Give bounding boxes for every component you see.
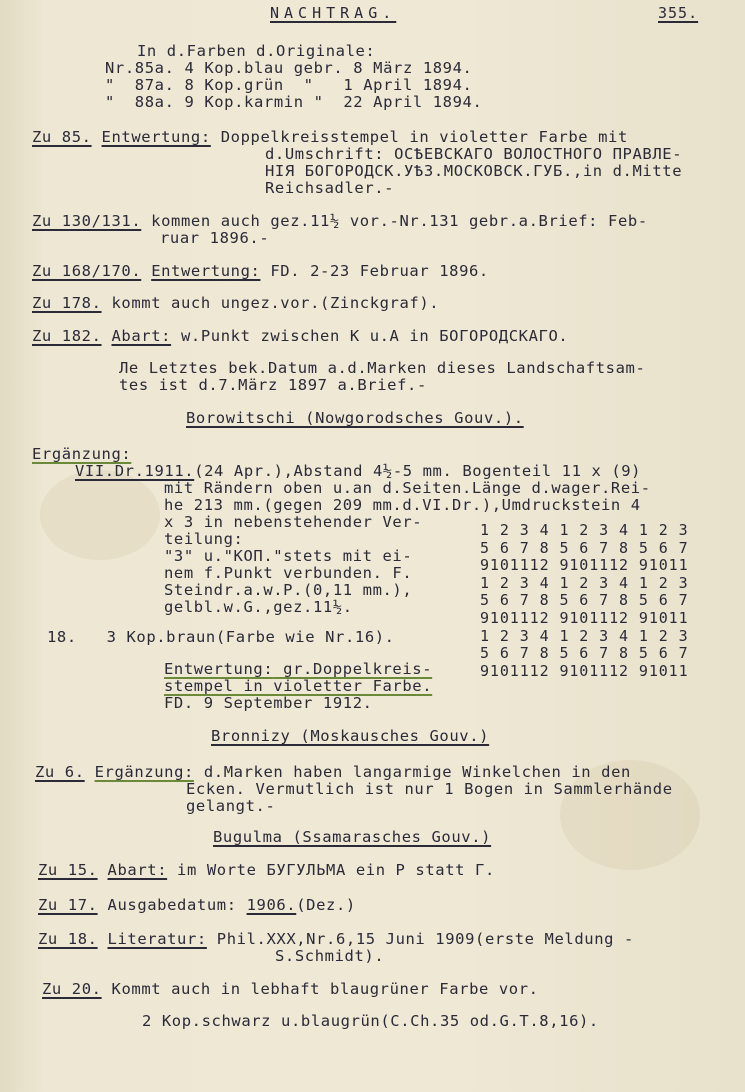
section-heading-borowitschi: Borowitschi (Nowgorodsches Gouv.). bbox=[186, 409, 524, 427]
grid-row: 9101112 9101112 91011 bbox=[480, 556, 689, 575]
entry-85-text-1: Doppelkreisstempel in violetter Farbe mit bbox=[210, 128, 628, 146]
entry-130-line-1 bbox=[32, 212, 648, 230]
colors-line-2: Nr.85a. 4 Kop.blau gebr. 8 März 1894. bbox=[105, 59, 473, 77]
entry-130-ref: Zu 130/131. bbox=[32, 212, 142, 230]
entry-182-text-1: w.Punkt zwischen K u.A in БОГОРОДСКАГО. bbox=[171, 327, 569, 345]
entry-85-line-4: Reichsadler.- bbox=[265, 179, 395, 197]
grid-row: 1 2 3 4 1 2 3 4 1 2 3 bbox=[480, 626, 689, 645]
colors-line-3: " 87a. 8 Kop.grün " 1 April 1894. bbox=[105, 76, 473, 94]
entry-130-text-1: kommen auch gez.11½ vor.-Nr.131 gebr.a.Brief: Feb- bbox=[141, 212, 648, 230]
entry-168-ref: Zu 168/170. bbox=[32, 262, 142, 280]
borowitschi-entwertung-text-2: stempel in violetter Farbe. bbox=[164, 677, 433, 695]
bugulma-zu-15-ref: Zu 15. bbox=[38, 861, 98, 879]
entry-178-text: kommt auch ungez.vor.(Zinckgraf). bbox=[101, 294, 440, 312]
bugulma-zu-17 bbox=[38, 896, 356, 914]
borowitschi-line-9: gelbl.w.G.,gez.11½. bbox=[164, 598, 353, 616]
bugulma-final-line: 2 Kop.schwarz u.blaugrün(C.Ch.35 od.G.T.8,16). bbox=[142, 1012, 599, 1030]
entry-182-label: Abart: bbox=[111, 327, 172, 345]
borowitschi-item-18: 18. 3 Kop.braun(Farbe wie Nr.16). bbox=[47, 628, 395, 646]
entry-168-line-1 bbox=[32, 262, 489, 280]
entry-85-line-3: НІЯ БОГОРОДСК.УѢЗ.МОСКОВСК.ГУБ.,in d.Mitte bbox=[265, 162, 683, 180]
entry-168-text: FD. 2-23 Februar 1896. bbox=[260, 262, 489, 280]
bugulma-zu-18-line-1 bbox=[38, 930, 634, 948]
bugulma-zu-18-ref: Zu 18. bbox=[38, 930, 98, 948]
bugulma-zu-15-label: Abart: bbox=[107, 861, 168, 879]
bugulma-zu-20-ref: Zu 20. bbox=[42, 980, 102, 998]
entry-85-line-2: d.Umschrift: ОСѢЕВСКАГО ВОЛОСТНОГО ПРАВЛЕ- bbox=[265, 145, 683, 163]
grid-row: 5 6 7 8 5 6 7 8 5 6 7 bbox=[480, 591, 689, 610]
entry-182-line-2: Ле Letztes bek.Datum a.d.Marken dieses Landschaftsam- bbox=[119, 359, 646, 377]
borowitschi-line-7: nem f.Punkt verbunden. F. bbox=[164, 564, 413, 582]
entry-182-ref: Zu 182. bbox=[32, 327, 102, 345]
bronnizy-line-1 bbox=[35, 763, 631, 781]
colors-line-4: " 88a. 9 Kop.karmin " 22 April 1894. bbox=[105, 93, 483, 111]
borowitschi-line-3: he 213 mm.(gegen 209 mm.d.VI.Dr.),Umdruckstein 4 bbox=[164, 496, 641, 514]
bronnizy-ref: Zu 6. bbox=[35, 763, 85, 781]
bugulma-zu-20-text: Kommt auch in lebhaft blaugrüner Farbe vor. bbox=[101, 980, 539, 998]
bugulma-zu-18-text-1: Phil.XXX,Nr.6,15 Juni 1909(erste Meldung - bbox=[206, 930, 634, 948]
bronnizy-line-2: Ecken. Vermutlich ist nur 1 Bogen in Sammlerhände bbox=[186, 780, 673, 798]
bugulma-zu-18-line-2: S.Schmidt). bbox=[275, 947, 385, 965]
borowitschi-line-5: teilung: bbox=[164, 530, 244, 548]
grid-row: 5 6 7 8 5 6 7 8 5 6 7 bbox=[480, 538, 689, 557]
paper-stain bbox=[40, 470, 160, 560]
borowitschi-vii-ref: VII.Dr.1911. bbox=[75, 462, 195, 480]
bugulma-zu-17-year: 1906. bbox=[246, 896, 297, 914]
colors-line-1: In d.Farben d.Originale: bbox=[137, 42, 376, 60]
borowitschi-line-8: Steindr.a.w.P.(0,11 mm.), bbox=[164, 581, 413, 599]
bugulma-zu-17-ref: Zu 17. bbox=[38, 896, 98, 914]
borowitschi-line-2: mit Rändern oben u.an d.Seiten.Länge d.wager.Rei- bbox=[164, 479, 651, 497]
bugulma-zu-17-tail: (Dez.) bbox=[296, 896, 356, 914]
borowitschi-entwertung-line-3: FD. 9 September 1912. bbox=[164, 694, 373, 712]
grid-row: 9101112 9101112 91011 bbox=[480, 661, 689, 680]
entry-182-line-1 bbox=[32, 327, 568, 345]
grid-row: 9101112 9101112 91011 bbox=[480, 609, 689, 627]
borowitschi-line-1 bbox=[75, 462, 641, 480]
entry-130-line-2: ruar 1896.- bbox=[160, 229, 270, 247]
section-heading-bugulma: Bugulma (Ssamarasches Gouv.) bbox=[213, 828, 492, 846]
entry-178-line-1 bbox=[32, 294, 439, 312]
borowitschi-entwertung-line-2 bbox=[164, 677, 432, 695]
borowitschi-erganzung-label: Ergänzung: bbox=[32, 445, 132, 463]
borowitschi-entwertung-text-1: gr.Doppelkreis- bbox=[273, 660, 433, 678]
borowitschi-line-6: "3" u."КОП."stets mit ei- bbox=[164, 547, 413, 565]
grid-row: 1 2 3 4 1 2 3 4 1 2 3 bbox=[480, 521, 689, 539]
grid-row: 1 2 3 4 1 2 3 4 1 2 3 bbox=[480, 573, 689, 592]
entry-85-ref: Zu 85. bbox=[32, 128, 92, 146]
borowitschi-text-1: (24 Apr.),Abstand 4½-5 mm. Bogenteil 11 x (9) bbox=[194, 462, 642, 480]
bugulma-zu-15 bbox=[38, 861, 495, 879]
entry-182-line-3: tes ist d.7.März 1897 a.Brief.- bbox=[119, 376, 427, 394]
section-heading-bronnizy: Bronnizy (Moskausches Gouv.) bbox=[211, 727, 490, 745]
page-number: 355. bbox=[658, 4, 699, 22]
grid-row: 5 6 7 8 5 6 7 8 5 6 7 bbox=[480, 644, 689, 663]
page-header-title: NACHTRAG. bbox=[270, 4, 397, 22]
bronnizy-label: Ergänzung: bbox=[94, 763, 194, 781]
bronnizy-text-1: d.Marken haben langarmige Winkelchen in den bbox=[193, 763, 631, 781]
bugulma-zu-18-label: Literatur: bbox=[107, 930, 207, 948]
bugulma-zu-17-text: Ausgabedatum: bbox=[97, 896, 247, 914]
entry-85-label: Entwertung: bbox=[101, 128, 211, 146]
borowitschi-line-4: x 3 in nebenstehender Ver- bbox=[164, 513, 423, 531]
entry-178-ref: Zu 178. bbox=[32, 294, 102, 312]
entry-85-line-1 bbox=[32, 128, 628, 146]
bronnizy-line-3: gelangt.- bbox=[186, 797, 276, 815]
entry-168-label: Entwertung: bbox=[151, 262, 261, 280]
bugulma-zu-20 bbox=[42, 980, 539, 998]
borowitschi-entwertung-label: Entwertung: bbox=[164, 660, 274, 678]
borowitschi-entwertung-line-1 bbox=[164, 660, 432, 678]
bugulma-zu-15-text: im Worte БУГУЛЬМА ein Р statt Г. bbox=[167, 861, 495, 879]
